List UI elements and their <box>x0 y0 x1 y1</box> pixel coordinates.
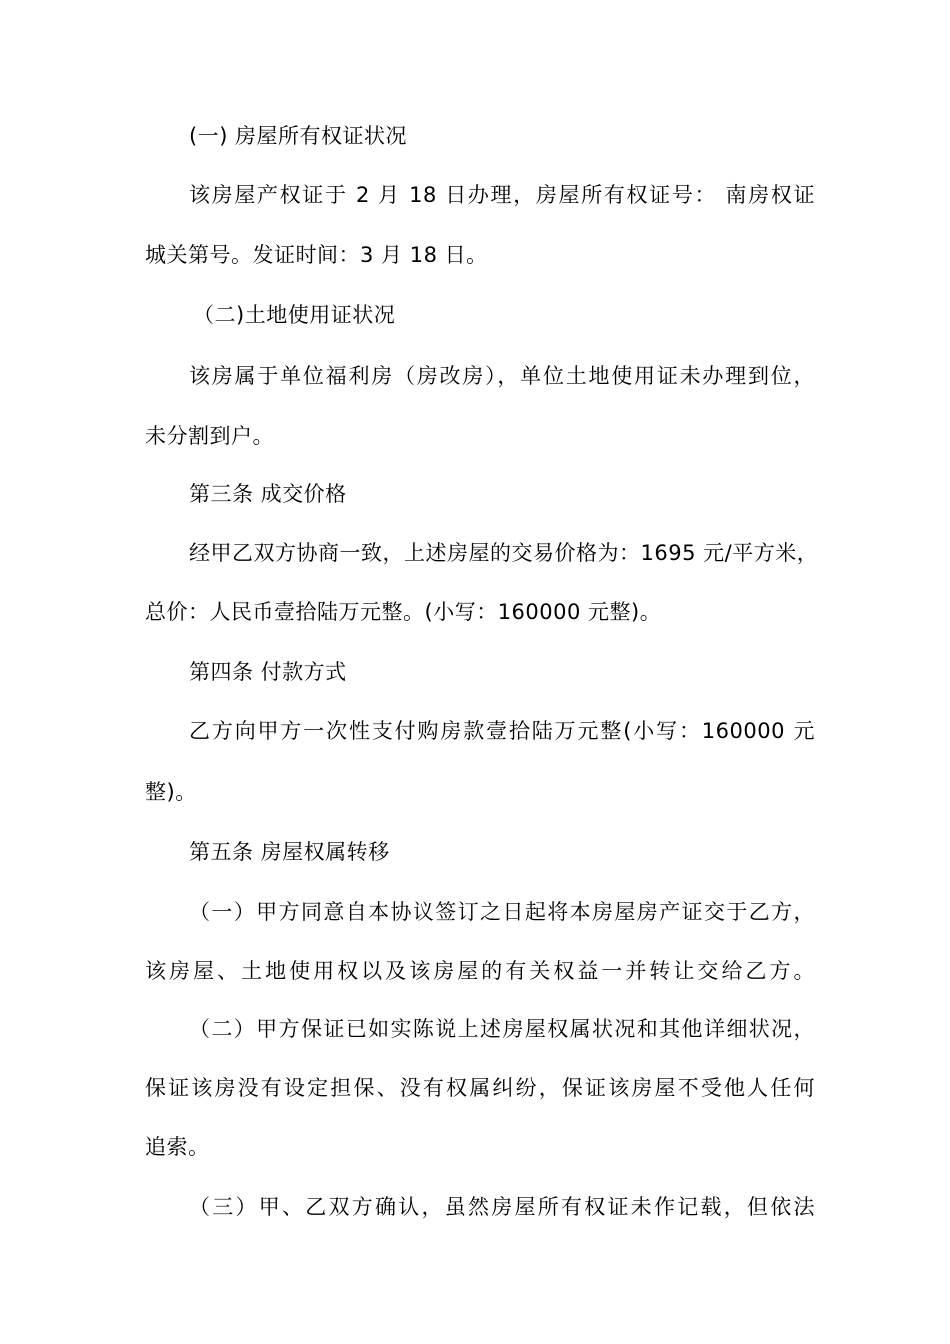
paragraph-line: 经甲乙双方协商一致，上述房屋的交易价格为：1695 元/平方米， <box>189 541 819 565</box>
section-heading: (一) 房屋所有权证状况 <box>189 124 408 148</box>
paragraph-line: （三）甲、乙双方确认，虽然房屋所有权证未作记载，但依法 <box>189 1195 815 1219</box>
paragraph-line: （一）甲方同意自本协议签订之日起将本房屋房产证交于乙方， <box>189 900 815 924</box>
paragraph-line: 该房属于单位福利房（房改房），单位土地使用证未办理到位， <box>189 364 815 388</box>
article-heading: 第四条 付款方式 <box>189 660 347 684</box>
paragraph-line: 整)。 <box>145 780 197 804</box>
paragraph-line: 该房屋、土地使用权以及该房屋的有关权益一并转让交给乙方。 <box>145 959 815 983</box>
paragraph-line: 城关第号。发证时间：3 月 18 日。 <box>145 243 488 267</box>
paragraph-line: 该房屋产权证于 2 月 18 日办理，房屋所有权证号： 南房权证 <box>189 183 815 207</box>
paragraph-line: （二）甲方保证已如实陈说上述房屋权属状况和其他详细状况， <box>189 1017 815 1041</box>
article-heading: 第五条 房屋权属转移 <box>189 840 390 864</box>
paragraph-line: 追索。 <box>145 1135 210 1159</box>
paragraph-line: 未分割到户。 <box>145 424 274 448</box>
paragraph-line: 保证该房没有设定担保、没有权属纠纷，保证该房屋不受他人任何 <box>145 1076 815 1100</box>
section-heading: （二)土地使用证状况 <box>193 303 396 327</box>
article-heading: 第三条 成交价格 <box>189 482 347 506</box>
paragraph-line: 乙方向甲方一次性支付购房款壹拾陆万元整(小写：160000 元 <box>189 719 815 743</box>
paragraph-line: 总价：人民币壹拾陆万元整。(小写：160000 元整)。 <box>145 600 662 624</box>
